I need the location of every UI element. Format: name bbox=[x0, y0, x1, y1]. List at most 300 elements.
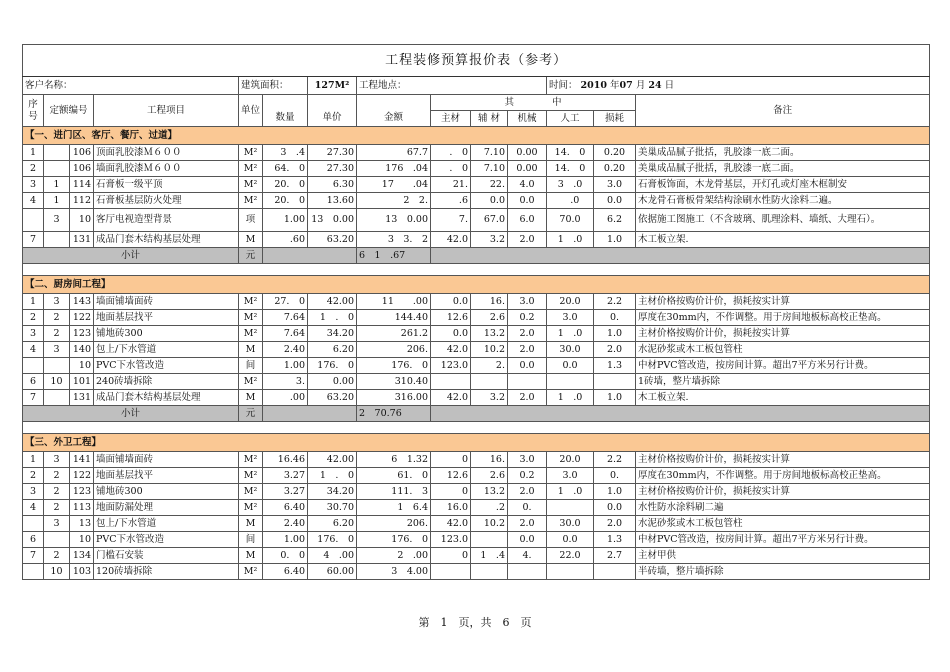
note-cell: 中材PVC管改造，按房间计算。超出7平方米另行计费。 bbox=[636, 358, 930, 374]
labor-cell: 1 .0 bbox=[547, 390, 594, 406]
amount-cell: 310.40 bbox=[357, 374, 431, 390]
quota-a-cell: 2 bbox=[44, 326, 70, 342]
item-cell: 石膏板一级平顶 bbox=[94, 177, 239, 193]
quota-b-cell: 122 bbox=[70, 310, 94, 326]
item-cell: 地面防漏处理 bbox=[94, 500, 239, 516]
amount-cell: 61. 0 bbox=[357, 468, 431, 484]
table-row bbox=[23, 390, 930, 406]
header-among: 其 中 bbox=[431, 95, 636, 111]
loss-cell: 2.7 bbox=[594, 548, 636, 564]
note-cell: 石膏板饰面，木龙骨基层，开灯孔或灯座木框制安 bbox=[636, 177, 930, 193]
unit-cell: 间 bbox=[239, 358, 263, 374]
quota-a-cell: 1 bbox=[44, 177, 70, 193]
mechanical-cell: 0. bbox=[508, 500, 547, 516]
quota-a-cell: 2 bbox=[44, 468, 70, 484]
mechanical-cell: 2.0 bbox=[508, 342, 547, 358]
note-cell: 木工板立架. bbox=[636, 232, 930, 248]
item-cell: 地面基层找平 bbox=[94, 310, 239, 326]
labor-cell: 3.0 bbox=[547, 310, 594, 326]
table-row bbox=[23, 468, 930, 484]
quota-b-cell: 112 bbox=[70, 193, 94, 209]
quota-a-cell: 3 bbox=[44, 342, 70, 358]
note-cell: 水泥砂浆或木工板包管柱 bbox=[636, 342, 930, 358]
mechanical-cell: 2.0 bbox=[508, 232, 547, 248]
seq-cell: 3 bbox=[23, 326, 44, 342]
loss-cell: 3.0 bbox=[594, 177, 636, 193]
quota-a-cell: 3 bbox=[44, 294, 70, 310]
note-cell: 厚度在30mm内，不作调整。用于房间地板标高校正垫高。 bbox=[636, 468, 930, 484]
main-material-cell: 0.0 bbox=[431, 326, 471, 342]
mechanical-cell: 2.0 bbox=[508, 516, 547, 532]
price-cell: 6.20 bbox=[308, 342, 357, 358]
amount-cell: 3 3. 2 bbox=[357, 232, 431, 248]
qty-cell: 1.00 bbox=[263, 532, 308, 548]
amount-cell: 6 1.32 bbox=[357, 452, 431, 468]
mechanical-cell: 0.00 bbox=[508, 145, 547, 161]
subtotal-amount: 2 70.76 bbox=[357, 406, 431, 422]
labor-cell: 3 .0 bbox=[547, 177, 594, 193]
mechanical-cell: 0.2 bbox=[508, 468, 547, 484]
note-cell: 中材PVC管改造，按房间计算。超出7平方米另行计费。 bbox=[636, 532, 930, 548]
seq-cell: 2 bbox=[23, 161, 44, 177]
amount-cell: 13 0.00 bbox=[357, 209, 431, 232]
year-unit: 年 bbox=[610, 79, 620, 91]
aux-material-cell: 10.2 bbox=[471, 342, 508, 358]
amount-cell: 316.00 bbox=[357, 390, 431, 406]
unit-cell: M² bbox=[239, 310, 263, 326]
price-cell: 176. 0 bbox=[308, 358, 357, 374]
seq-cell: 7 bbox=[23, 390, 44, 406]
main-material-cell: 12.6 bbox=[431, 468, 471, 484]
section-title: 【一、进门区、客厅、餐厅、过道】 bbox=[23, 127, 930, 145]
quota-b-cell: 140 bbox=[70, 342, 94, 358]
mechanical-cell: 4. bbox=[508, 548, 547, 564]
labor-cell: 20.0 bbox=[547, 294, 594, 310]
loss-cell: 1.3 bbox=[594, 532, 636, 548]
main-material-cell: 0 bbox=[431, 452, 471, 468]
labor-cell: 30.0 bbox=[547, 342, 594, 358]
item-cell: 包上/下水管道 bbox=[94, 516, 239, 532]
quota-a-cell: 2 bbox=[44, 310, 70, 326]
section-title: 【三、外卫工程】 bbox=[23, 434, 930, 452]
labor-cell bbox=[547, 500, 594, 516]
table-row bbox=[23, 548, 930, 564]
subtotal-row bbox=[23, 406, 930, 422]
seq-cell: 1 bbox=[23, 452, 44, 468]
table-row bbox=[23, 532, 930, 548]
labor-cell: 22.0 bbox=[547, 548, 594, 564]
subtotal-empty bbox=[263, 406, 357, 422]
item-cell: 墙面铺墙面砖 bbox=[94, 452, 239, 468]
aux-material-cell: 16. bbox=[471, 294, 508, 310]
header-quota: 定额编号 bbox=[44, 95, 94, 127]
mechanical-cell: 0.2 bbox=[508, 310, 547, 326]
main-material-cell: 12.6 bbox=[431, 310, 471, 326]
unit-cell: M bbox=[239, 516, 263, 532]
qty-cell: 7.64 bbox=[263, 310, 308, 326]
loss-cell: 1.3 bbox=[594, 358, 636, 374]
labor-cell: 14. 0 bbox=[547, 161, 594, 177]
spacer-cell bbox=[23, 422, 930, 434]
note-cell: 木工板立架. bbox=[636, 390, 930, 406]
mechanical-cell: 0.0 bbox=[508, 532, 547, 548]
main-material-cell: 42.0 bbox=[431, 232, 471, 248]
loss-cell: 2.2 bbox=[594, 294, 636, 310]
loss-cell: 1.0 bbox=[594, 232, 636, 248]
unit-cell: M² bbox=[239, 500, 263, 516]
amount-cell: 1 6.4 bbox=[357, 500, 431, 516]
qty-cell: 27. 0 bbox=[263, 294, 308, 310]
aux-material-cell: 3.2 bbox=[471, 232, 508, 248]
item-cell: 120砖墙拆除 bbox=[94, 564, 239, 580]
item-cell: 成品门套木结构基层处理 bbox=[94, 390, 239, 406]
mechanical-cell: 3.0 bbox=[508, 294, 547, 310]
quota-b-cell: 113 bbox=[70, 500, 94, 516]
unit-cell: M² bbox=[239, 374, 263, 390]
note-cell: 美巢成品腻子批括，乳胶漆一底二面。 bbox=[636, 145, 930, 161]
quota-b-cell: 103 bbox=[70, 564, 94, 580]
aux-material-cell bbox=[471, 374, 508, 390]
header-seq: 序号 bbox=[23, 95, 44, 127]
aux-material-cell: 2. bbox=[471, 358, 508, 374]
qty-cell: 6.40 bbox=[263, 500, 308, 516]
main-material-cell: . 0 bbox=[431, 161, 471, 177]
note-cell: 1砖墙，整片墙拆除 bbox=[636, 374, 930, 390]
mechanical-cell: 2.0 bbox=[508, 326, 547, 342]
amount-cell: 206. bbox=[357, 342, 431, 358]
aux-material-cell: 7.10 bbox=[471, 161, 508, 177]
note-cell: 木龙骨石膏板骨架结构涂刷水性防火涂料二遍。 bbox=[636, 193, 930, 209]
note-cell: 主材甲供 bbox=[636, 548, 930, 564]
seq-cell: 2 bbox=[23, 468, 44, 484]
aux-material-cell: 3.2 bbox=[471, 390, 508, 406]
item-cell: 铺地砖300 bbox=[94, 484, 239, 500]
unit-cell: M² bbox=[239, 468, 263, 484]
area-value: 127M² bbox=[308, 77, 357, 95]
table-row bbox=[23, 516, 930, 532]
seq-cell: 3 bbox=[23, 484, 44, 500]
unit-cell: M bbox=[239, 342, 263, 358]
qty-cell: 2.40 bbox=[263, 342, 308, 358]
price-cell: 60.00 bbox=[308, 564, 357, 580]
unit-cell: M bbox=[239, 548, 263, 564]
quota-b-cell: 123 bbox=[70, 326, 94, 342]
header-price: 单价 bbox=[308, 111, 357, 127]
labor-cell: 14. 0 bbox=[547, 145, 594, 161]
client-label: 客户名称： bbox=[23, 77, 239, 95]
mechanical-cell bbox=[508, 374, 547, 390]
note-cell: 半砖墙，整片墙拆除 bbox=[636, 564, 930, 580]
page-title: 工程装修预算报价表（参考） bbox=[23, 45, 930, 77]
aux-material-cell: 1 .4 bbox=[471, 548, 508, 564]
price-cell: 63.20 bbox=[308, 232, 357, 248]
subtotal-unit: 元 bbox=[239, 248, 263, 264]
main-material-cell: . 0 bbox=[431, 145, 471, 161]
note-cell: 主材价格按购价计价，损耗按实计算 bbox=[636, 294, 930, 310]
quota-b-cell: 122 bbox=[70, 468, 94, 484]
amount-cell: 17 .04 bbox=[357, 177, 431, 193]
seq-cell bbox=[23, 564, 44, 580]
unit-cell: M² bbox=[239, 484, 263, 500]
loss-cell: 0.0 bbox=[594, 500, 636, 516]
unit-cell: M² bbox=[239, 452, 263, 468]
mechanical-cell: 2.0 bbox=[508, 390, 547, 406]
unit-cell: M² bbox=[239, 564, 263, 580]
note-cell: 水性防水涂料刷二遍 bbox=[636, 500, 930, 516]
site-label: 工程地点： bbox=[357, 77, 547, 95]
table-row bbox=[23, 564, 930, 580]
day-unit: 日 bbox=[664, 79, 675, 91]
labor-cell: 1 .0 bbox=[547, 326, 594, 342]
seq-cell: 1 bbox=[23, 145, 44, 161]
labor-cell: 3.0 bbox=[547, 468, 594, 484]
item-cell: 顶面乳胶漆Ｍ６００ bbox=[94, 145, 239, 161]
qty-cell: 3.27 bbox=[263, 468, 308, 484]
amount-cell: 261.2 bbox=[357, 326, 431, 342]
header-labor: 人工 bbox=[547, 111, 594, 127]
seq-cell: 4 bbox=[23, 193, 44, 209]
table-row bbox=[23, 161, 930, 177]
seq-cell bbox=[23, 516, 44, 532]
amount-cell: 2 .00 bbox=[357, 548, 431, 564]
price-cell: 176. 0 bbox=[308, 532, 357, 548]
spacer-cell bbox=[23, 264, 930, 276]
area-label: 建筑面积： bbox=[239, 77, 308, 95]
main-material-cell bbox=[431, 374, 471, 390]
quota-a-cell: 3 bbox=[44, 516, 70, 532]
month-unit: 月 bbox=[635, 79, 646, 91]
price-cell: 0.00 bbox=[308, 374, 357, 390]
header-note: 备注 bbox=[636, 95, 930, 127]
header-qty: 数量 bbox=[263, 111, 308, 127]
main-material-cell: 42.0 bbox=[431, 342, 471, 358]
mechanical-cell: 0.0 bbox=[508, 193, 547, 209]
price-cell: 6.30 bbox=[308, 177, 357, 193]
item-cell: 石膏板基层防火处理 bbox=[94, 193, 239, 209]
header-aux: 辅 材 bbox=[471, 111, 508, 127]
note-cell: 水泥砂浆或木工板包管柱 bbox=[636, 516, 930, 532]
labor-cell: 0.0 bbox=[547, 532, 594, 548]
table-row bbox=[23, 310, 930, 326]
labor-cell: 20.0 bbox=[547, 452, 594, 468]
note-cell: 美巢成品腻子批括，乳胶漆一底二面。 bbox=[636, 161, 930, 177]
unit-cell: M² bbox=[239, 193, 263, 209]
mechanical-cell: 6.0 bbox=[508, 209, 547, 232]
main-material-cell: 7. bbox=[431, 209, 471, 232]
main-material-cell: 123.0 bbox=[431, 532, 471, 548]
qty-cell: 7.64 bbox=[263, 326, 308, 342]
qty-cell: 1.00 bbox=[263, 358, 308, 374]
qty-cell: 3. bbox=[263, 374, 308, 390]
aux-material-cell: 13.2 bbox=[471, 484, 508, 500]
quota-b-cell: 131 bbox=[70, 390, 94, 406]
table-row bbox=[23, 145, 930, 161]
quota-b-cell: 101 bbox=[70, 374, 94, 390]
loss-cell bbox=[594, 564, 636, 580]
quota-a-cell: 10 bbox=[44, 374, 70, 390]
labor-cell bbox=[547, 374, 594, 390]
note-cell: 依据施工图施工（不含玻璃、肌理涂料、墙纸、大理石）。 bbox=[636, 209, 930, 232]
mechanical-cell: 0.00 bbox=[508, 161, 547, 177]
labor-cell: 1 .0 bbox=[547, 484, 594, 500]
seq-cell: 7 bbox=[23, 232, 44, 248]
amount-cell: 206. bbox=[357, 516, 431, 532]
subtotal-empty bbox=[263, 248, 357, 264]
quota-a-cell: 3 bbox=[44, 452, 70, 468]
unit-cell: M² bbox=[239, 145, 263, 161]
month: 07 bbox=[619, 79, 633, 91]
table-row bbox=[23, 500, 930, 516]
price-cell: 42.00 bbox=[308, 452, 357, 468]
header-amount: 金额 bbox=[357, 111, 431, 127]
qty-cell: 1.00 bbox=[263, 209, 308, 232]
aux-material-cell: 16. bbox=[471, 452, 508, 468]
main-material-cell: 0.0 bbox=[431, 294, 471, 310]
table-row bbox=[23, 294, 930, 310]
date-cell bbox=[547, 77, 930, 95]
unit-cell: M bbox=[239, 390, 263, 406]
note-cell: 主材价格按购价计价，损耗按实计算 bbox=[636, 452, 930, 468]
price-cell: 13.60 bbox=[308, 193, 357, 209]
seq-cell: 4 bbox=[23, 342, 44, 358]
table-row bbox=[23, 193, 930, 209]
quota-a-cell bbox=[44, 232, 70, 248]
subtotal-unit: 元 bbox=[239, 406, 263, 422]
qty-cell: 2.40 bbox=[263, 516, 308, 532]
table-row bbox=[23, 374, 930, 390]
quota-b-cell: 13 bbox=[70, 516, 94, 532]
subtotal-amount: 6 1 .67 bbox=[357, 248, 431, 264]
price-cell: 4 .00 bbox=[308, 548, 357, 564]
amount-cell: 11 .00 bbox=[357, 294, 431, 310]
aux-material-cell: 2.6 bbox=[471, 468, 508, 484]
quota-a-cell bbox=[44, 161, 70, 177]
mechanical-cell bbox=[508, 564, 547, 580]
table-row bbox=[23, 209, 930, 232]
aux-material-cell: 22. bbox=[471, 177, 508, 193]
loss-cell: 0.20 bbox=[594, 161, 636, 177]
unit-cell: M² bbox=[239, 177, 263, 193]
seq-cell bbox=[23, 209, 44, 232]
price-cell: 1 . 0 bbox=[308, 468, 357, 484]
quota-b-cell: 123 bbox=[70, 484, 94, 500]
note-cell: 主材价格按购价计价，损耗按实计算 bbox=[636, 484, 930, 500]
item-cell: PVC下水管改造 bbox=[94, 358, 239, 374]
price-cell: 27.30 bbox=[308, 145, 357, 161]
labor-cell: .0 bbox=[547, 193, 594, 209]
loss-cell: 1.0 bbox=[594, 484, 636, 500]
table-row bbox=[23, 232, 930, 248]
quota-b-cell: 131 bbox=[70, 232, 94, 248]
price-cell: 13 0.00 bbox=[308, 209, 357, 232]
unit-cell: 项 bbox=[239, 209, 263, 232]
loss-cell: 1.0 bbox=[594, 326, 636, 342]
aux-material-cell: 2.6 bbox=[471, 310, 508, 326]
item-cell: 客厅电视造型背景 bbox=[94, 209, 239, 232]
quota-b-cell: 10 bbox=[70, 532, 94, 548]
subtotal-label: 小计 bbox=[23, 248, 239, 264]
price-cell: 34.20 bbox=[308, 484, 357, 500]
main-material-cell: 21. bbox=[431, 177, 471, 193]
unit-cell: M² bbox=[239, 294, 263, 310]
price-cell: 42.00 bbox=[308, 294, 357, 310]
header-loss: 损耗 bbox=[594, 111, 636, 127]
price-cell: 63.20 bbox=[308, 390, 357, 406]
loss-cell: 0. bbox=[594, 468, 636, 484]
aux-material-cell: 0.0 bbox=[471, 193, 508, 209]
main-material-cell: 42.0 bbox=[431, 390, 471, 406]
price-cell: 27.30 bbox=[308, 161, 357, 177]
amount-cell: 176 .04 bbox=[357, 161, 431, 177]
labor-cell bbox=[547, 564, 594, 580]
quote-table bbox=[22, 44, 930, 580]
spacer-row bbox=[23, 264, 930, 276]
qty-cell: 20. 0 bbox=[263, 193, 308, 209]
item-cell: 成品门套木结构基层处理 bbox=[94, 232, 239, 248]
year: 2010 bbox=[580, 79, 607, 91]
amount-cell: 67.7 bbox=[357, 145, 431, 161]
section-title: 【二、厨房间工程】 bbox=[23, 276, 930, 294]
main-material-cell: 123.0 bbox=[431, 358, 471, 374]
aux-material-cell bbox=[471, 564, 508, 580]
quota-a-cell bbox=[44, 358, 70, 374]
spacer-row bbox=[23, 422, 930, 434]
quota-b-cell: 114 bbox=[70, 177, 94, 193]
quote-sheet bbox=[22, 44, 928, 580]
qty-cell: 16.46 bbox=[263, 452, 308, 468]
item-cell: 包上/下水管道 bbox=[94, 342, 239, 358]
subtotal-empty bbox=[431, 406, 930, 422]
price-cell: 6.20 bbox=[308, 516, 357, 532]
unit-cell: M bbox=[239, 232, 263, 248]
mechanical-cell: 2.0 bbox=[508, 484, 547, 500]
quota-a-cell: 2 bbox=[44, 500, 70, 516]
quota-a-cell bbox=[44, 145, 70, 161]
loss-cell: 2.0 bbox=[594, 516, 636, 532]
header-main: 主材 bbox=[431, 111, 471, 127]
price-cell: 1 . 0 bbox=[308, 310, 357, 326]
qty-cell: 3 .4 bbox=[263, 145, 308, 161]
loss-cell: 2.2 bbox=[594, 452, 636, 468]
loss-cell bbox=[594, 374, 636, 390]
quota-a-cell: 1 bbox=[44, 193, 70, 209]
labor-cell: 70.0 bbox=[547, 209, 594, 232]
qty-cell: 20. 0 bbox=[263, 177, 308, 193]
seq-cell: 6 bbox=[23, 532, 44, 548]
quota-a-cell: 3 bbox=[44, 209, 70, 232]
info-row bbox=[23, 77, 930, 95]
amount-cell: 144.40 bbox=[357, 310, 431, 326]
header-item: 工程项目 bbox=[94, 95, 239, 127]
seq-cell: 1 bbox=[23, 294, 44, 310]
loss-cell: 0.20 bbox=[594, 145, 636, 161]
table-row bbox=[23, 177, 930, 193]
table-row bbox=[23, 358, 930, 374]
note-cell: 主材价格按购价计价，损耗按实计算 bbox=[636, 326, 930, 342]
subtotal-empty bbox=[431, 248, 930, 264]
amount-cell: 2 2. bbox=[357, 193, 431, 209]
labor-cell: 30.0 bbox=[547, 516, 594, 532]
seq-cell: 3 bbox=[23, 177, 44, 193]
table-row bbox=[23, 342, 930, 358]
item-cell: 墙面铺墙面砖 bbox=[94, 294, 239, 310]
qty-cell: 6.40 bbox=[263, 564, 308, 580]
loss-cell: 1.0 bbox=[594, 390, 636, 406]
main-material-cell: 0 bbox=[431, 548, 471, 564]
note-cell: 厚度在30mm内，不作调整。用于房间地板标高校正垫高。 bbox=[636, 310, 930, 326]
price-cell: 30.70 bbox=[308, 500, 357, 516]
mechanical-cell: 0.0 bbox=[508, 358, 547, 374]
